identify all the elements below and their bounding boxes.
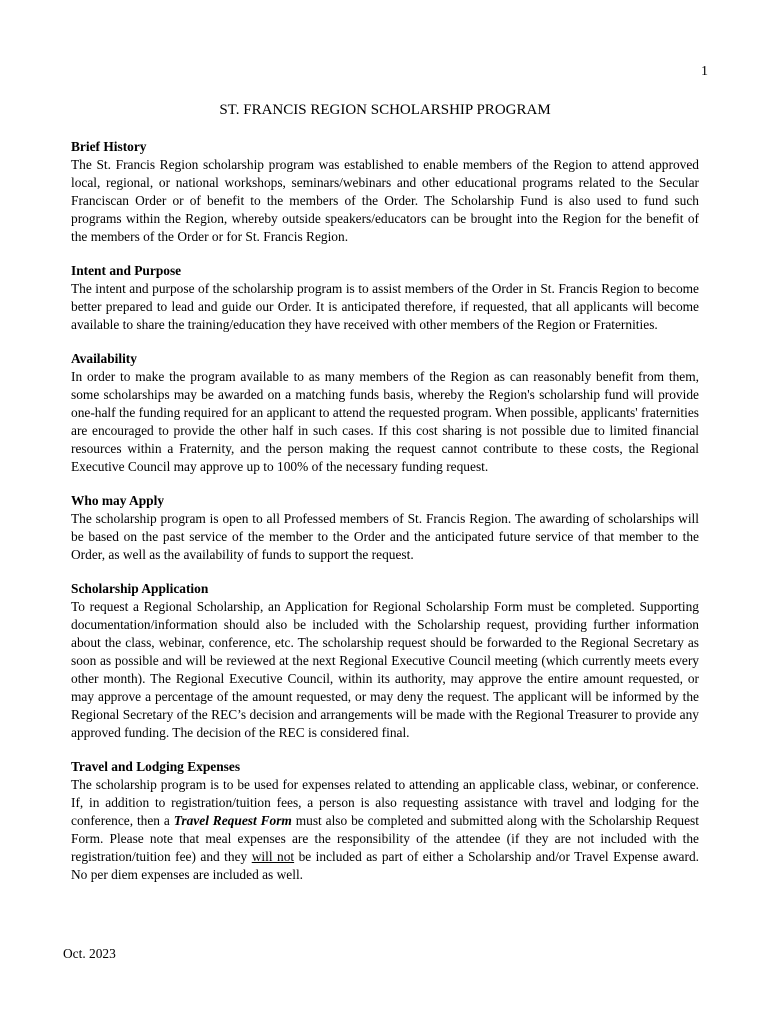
- section-availability: [71, 350, 699, 476]
- section-intent-purpose: [71, 262, 699, 334]
- section-travel-lodging: [71, 758, 699, 884]
- body-text: must also be completed and submitted along with the Scholarship Request Form. Please note that meal expenses are the responsibility of the attendee (if they are not included with the registration/tuition fee) and they: [71, 813, 699, 864]
- section-scholarship-application: [71, 580, 699, 742]
- document-title: ST. FRANCIS REGION SCHOLARSHIP PROGRAM: [219, 102, 551, 118]
- section-heading: Who may Apply: [71, 493, 165, 508]
- body-text: be included as part of either a Scholarship and/or Travel Expense award. No per diem expenses are included as well.: [71, 849, 699, 882]
- section-who-may-apply: [71, 492, 699, 564]
- section-heading: Availability: [71, 351, 137, 366]
- section-body: The scholarship program is open to all Professed members of St. Francis Region. The awarding of scholarships will be based on the past service of the member to the Order and the anticipated future service of that member to the Order, as well as the availability of funds to support the request.: [71, 511, 699, 562]
- section-heading: Scholarship Application: [71, 581, 209, 596]
- section-body: [71, 776, 699, 884]
- will-not-underline: will not: [251, 849, 295, 864]
- section-heading: Travel and Lodging Expenses: [71, 759, 241, 774]
- section-body: The intent and purpose of the scholarship program is to assist members of the Order in St. Francis Region to become better prepared to lead and guide our Order. It is anticipated therefore, if requested, that all applicants will become available to share the training/education they have received with other members of the Region or Fraternities.: [71, 281, 699, 332]
- section-body: To request a Regional Scholarship, an Application for Regional Scholarship Form must be completed. Supporting documentation/information should also be included with the Scholarship request, providing further information about the class, webinar, conference, etc. The scholarship request should be forwarded to the Regional Secretary as soon as possible and will be reviewed at the next Regional Executive Council meeting (which currently meets every other month). The Regional Executive Council, within its authority, may approve the entire amount requested, or may approve a percentage of the amount requested, or may deny the request. The applicant will be informed by the Regional Secretary of the REC’s decision and arrangements will be made with the Regional Treasurer to provide any approved funding. The decision of the REC is considered final.: [71, 599, 699, 740]
- section-brief-history: [71, 138, 699, 246]
- section-heading: Brief History: [71, 139, 147, 154]
- document-body: [71, 138, 699, 900]
- section-body: In order to make the program available to as many members of the Region as can reasonably benefit from them, some scholarships may be awarded on a matching funds basis, whereby the Region's scholarship fund will provide one-half the funding required for an applicant to attend the requested program. When possible, applicants' fraternities are encouraged to provide the other half in such cases. If this cost sharing is not possible due to limited financial resources within a Fraternity, and the person making the request cannot contribute to these costs, the Regional Executive Council may approve up to 100% of the necessary funding request.: [71, 369, 699, 474]
- page-number: 1: [701, 64, 708, 79]
- footer-date: Oct. 2023: [63, 946, 116, 961]
- section-heading: Intent and Purpose: [71, 263, 182, 278]
- section-body: The St. Francis Region scholarship program was established to enable members of the Region to attend approved local, regional, or national workshops, seminars/webinars and other educational programs related to the Secular Franciscan Order or of benefit to the members of the Order. The Scholarship Fund is also used to fund such programs within the Region, whereby outside speakers/educators can be brought into the Region for the benefit of the members of the Order or for St. Francis Region.: [71, 157, 699, 244]
- travel-request-form-emphasis: Travel Request Form: [173, 813, 292, 828]
- body-text: The scholarship program is to be used for expenses related to attending an applicable class, webinar, or conference. If, in addition to registration/tuition fees, a person is also requesting assistance with travel and lodging for the conference, then a: [71, 777, 699, 828]
